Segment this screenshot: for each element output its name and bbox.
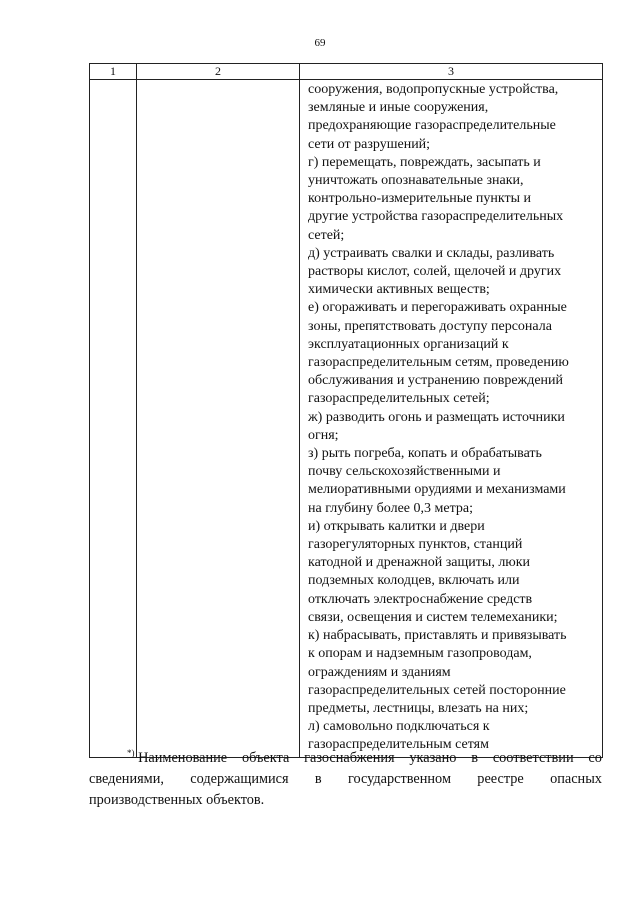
footnote-line-1 [89,748,602,769]
table-row [90,80,603,758]
prohibitions-text [300,80,602,757]
footnote-marker: *) [127,748,135,759]
text-line: отключать электроснабжение средств [308,591,533,607]
text-line: ограждениям и зданиям [308,664,451,680]
table-cell-col3 [300,80,603,758]
text-line: другие устройства газораспределительных [308,209,564,225]
footnote-word: указано [409,750,457,766]
text-line: к опорам и надземным газопроводам, [308,646,532,662]
text-line: предметы, лестницы, влезать на них; [308,700,529,716]
text-line: огня; [308,427,339,443]
text-line: почву сельскохозяйственными и [308,464,501,480]
footnote-word: со [588,750,602,766]
document-table [89,63,603,758]
footnote-word: сведениями, [89,771,164,787]
text-line: контрольно-измерительные пункты и [308,191,532,207]
text-line: газораспределительных сетей; [308,391,490,407]
text-line: газораспределительных сетей посторонние [308,682,566,698]
text-line: г) перемещать, повреждать, засыпать и [308,154,541,170]
text-line: газораспределительным сетям [308,737,489,753]
text-line: з) рыть погреба, копать и обрабатывать [308,446,542,462]
table-cell-col1 [90,80,137,758]
footnote-word: соответствии [492,750,574,766]
text-line: подземных колодцев, включать или [308,573,520,589]
table-header-cell-1: 1 [90,64,137,80]
text-line: газораспределительным сетям, проведению [308,355,569,371]
text-line: растворы кислот, солей, щелочей и других [308,264,562,280]
footnote-word: в [314,771,322,787]
text-line: земляные и иные сооружения, [308,100,489,116]
footnote-line-3: производственных объектов. [89,792,265,808]
footnote-word: реестре [477,771,524,787]
footnote-word: Наименование [138,750,228,766]
text-line: и) открывать калитки и двери [308,518,485,534]
text-line: обслуживания и устранению повреждений [308,373,564,389]
text-line: д) устраивать свалки и склады, разливать [308,245,555,261]
footnote-word: объекта [241,750,290,766]
footnote-line-2 [89,769,602,790]
footnote-word: опасных [550,771,602,787]
text-line: газорегуляторных пунктов, станций [308,537,523,553]
text-line: связи, освещения и систем телемеханики; [308,609,558,625]
text-line: катодной и дренажной защиты, люки [308,555,531,571]
table-header-cell-2: 2 [137,64,300,80]
footnote-first-word [127,748,227,769]
text-line: е) огораживать и перегораживать охранные [308,300,567,316]
text-line: к) набрасывать, приставлять и привязывать [308,628,567,644]
table-header-row [90,64,603,80]
text-line: зоны, препятствовать доступу персонала [308,318,552,334]
table-header-cell-3: 3 [300,64,603,80]
text-line: химически активных веществ; [308,282,490,298]
footnote [89,748,602,811]
text-line: эксплуатационных организаций к [308,336,509,352]
text-line: предохраняющие газораспределительные [308,118,556,134]
text-line: на глубину более 0,3 метра; [308,500,473,516]
page-number: 69 [314,37,326,49]
footnote-word: в [471,750,478,766]
text-line: сетей; [308,227,345,243]
text-line: сооружения, водопропускные устройства, [308,82,559,97]
table-cell-col2 [137,80,300,758]
footnote-word: содержащимися [190,771,289,787]
text-line: ж) разводить огонь и размещать источники [308,409,565,425]
footnote-word: газоснабжения [304,750,395,766]
footnote-word: государственном [347,771,451,787]
text-line: уничтожать опознавательные знаки, [308,173,524,189]
text-line: мелиоративными орудиями и механизмами [308,482,566,498]
text-line: л) самовольно подключаться к [308,719,490,735]
text-line: сети от разрушений; [308,136,431,152]
